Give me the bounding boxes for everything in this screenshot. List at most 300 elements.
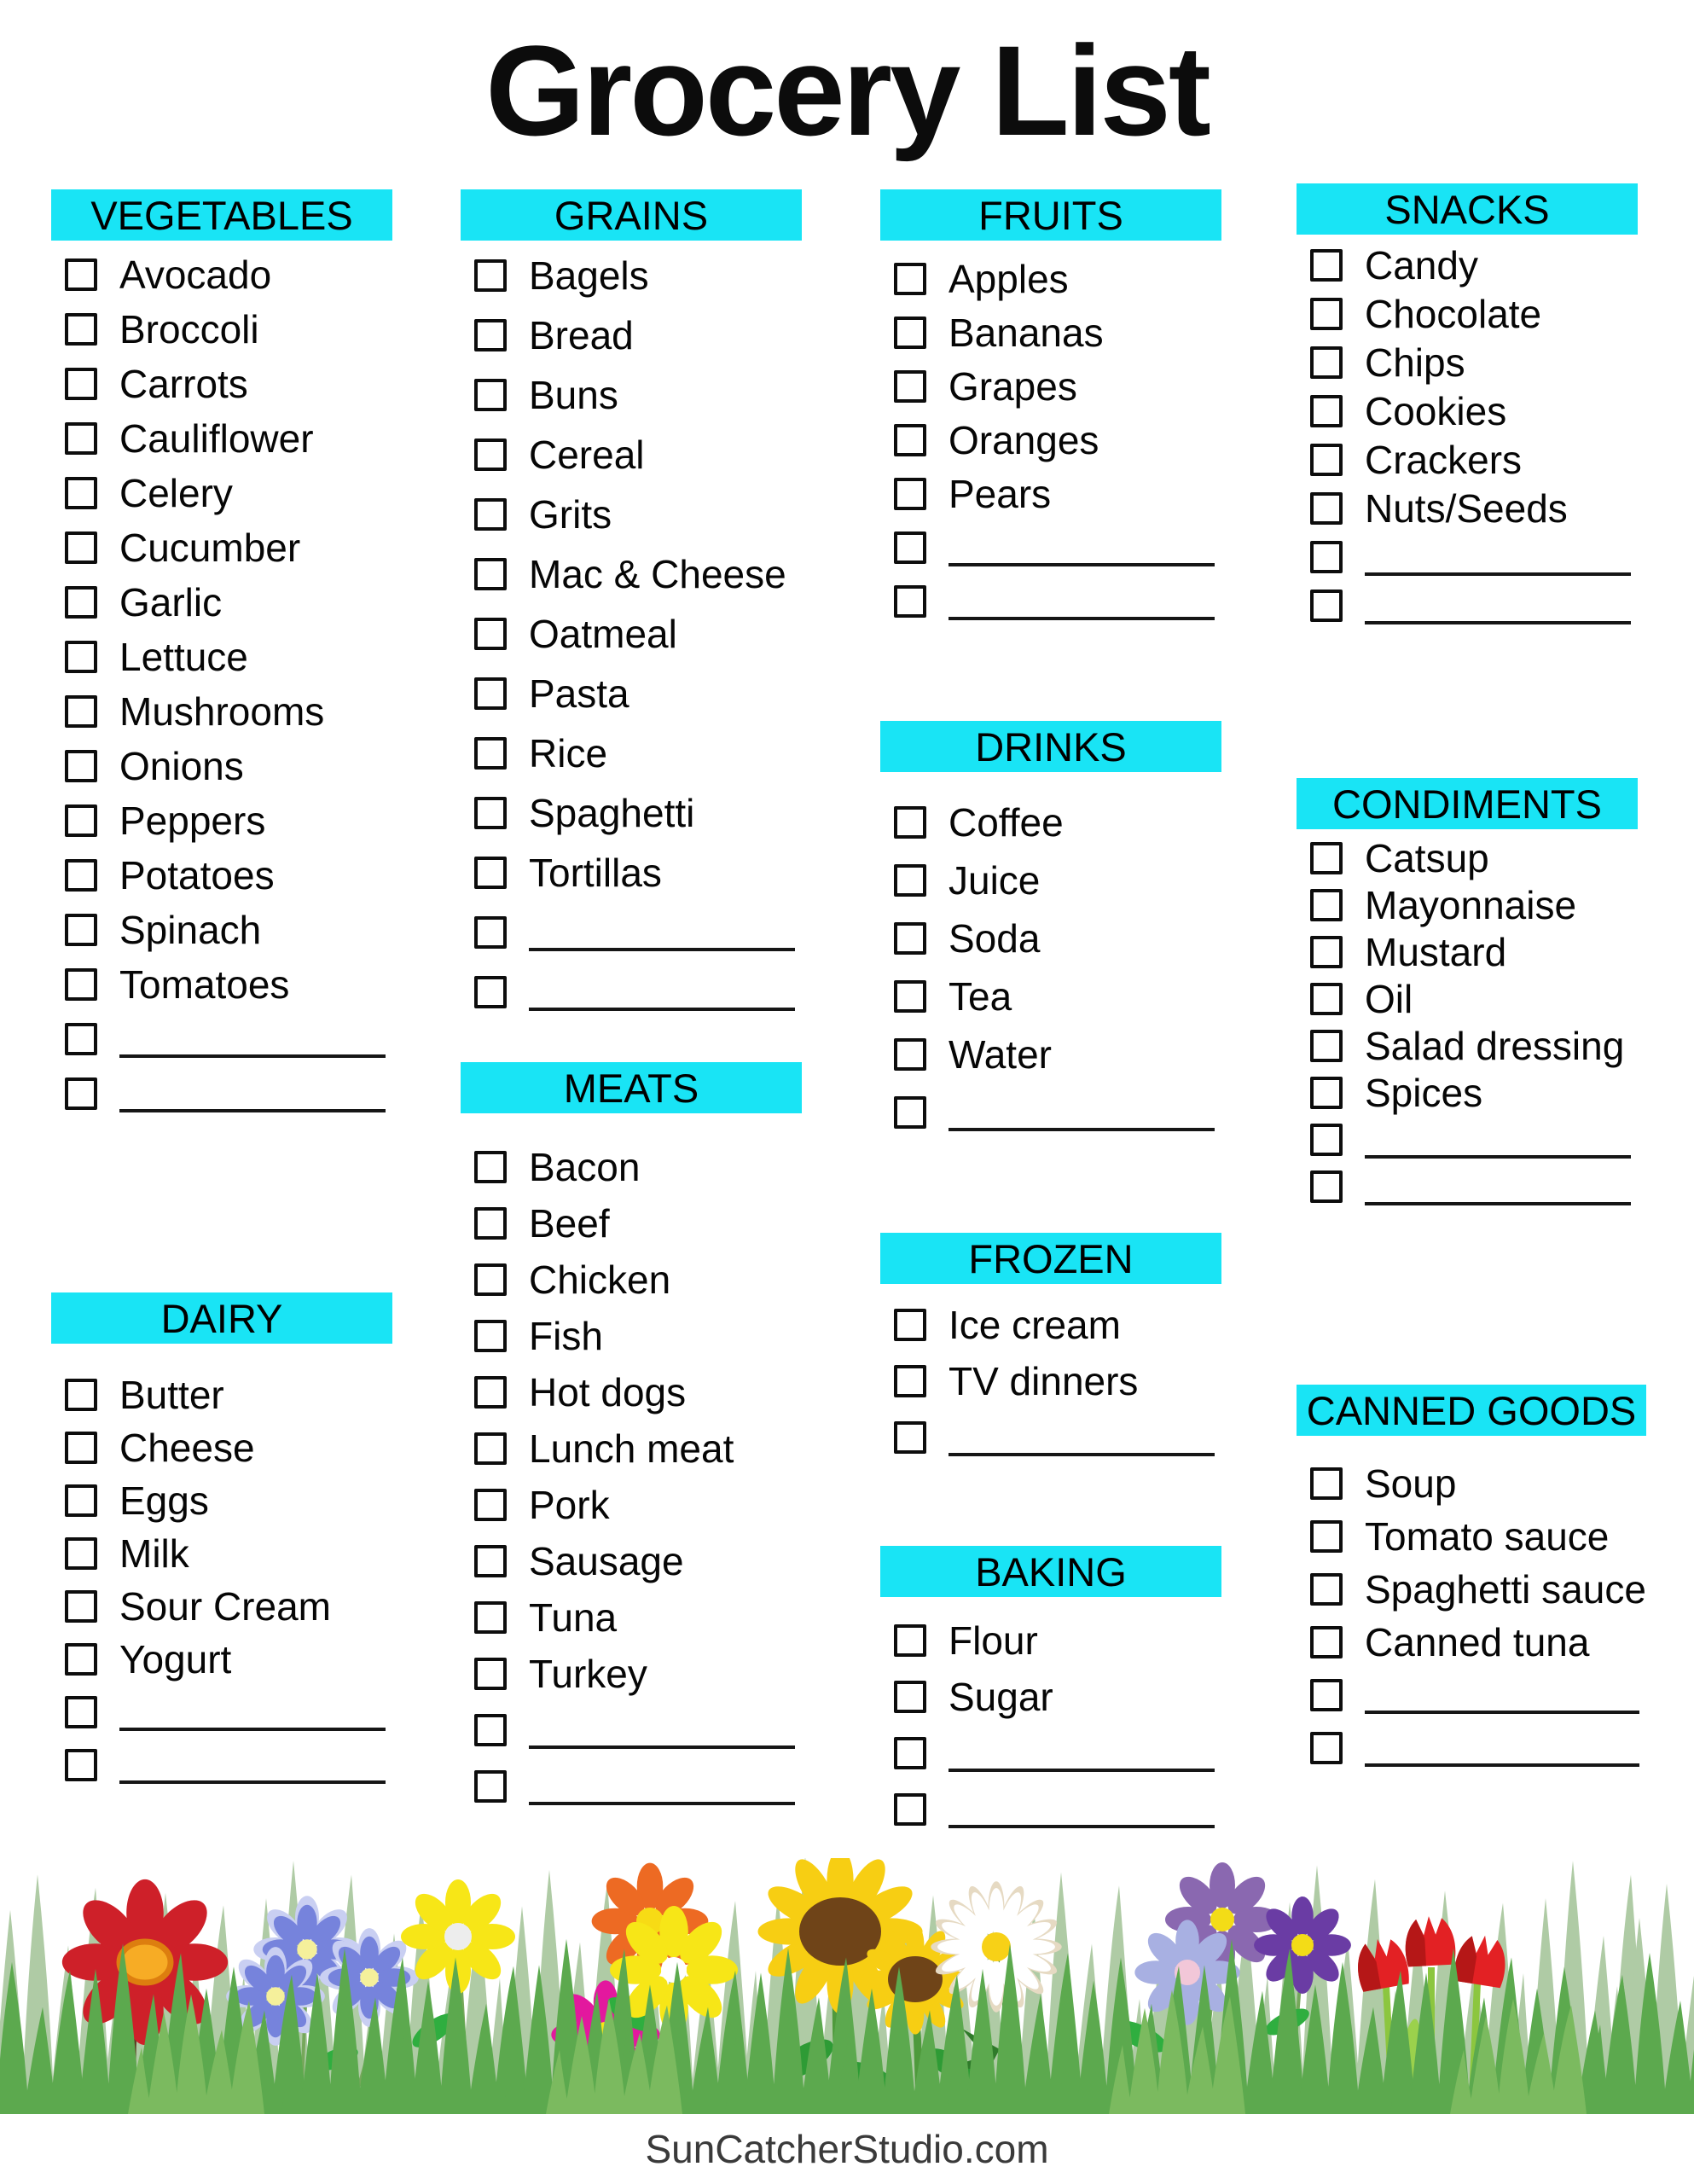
- item-checkbox[interactable]: [65, 1696, 97, 1728]
- blank-write-line[interactable]: [949, 1128, 1215, 1131]
- item-label: Rice: [529, 731, 608, 775]
- item-label: Eggs: [119, 1478, 209, 1523]
- item-checkbox[interactable]: [894, 585, 926, 618]
- item-label: Ice cream: [949, 1303, 1121, 1347]
- list-item-row: [51, 1368, 392, 1421]
- item-checkbox[interactable]: [65, 804, 97, 837]
- section-items: [880, 252, 1221, 628]
- blank-write-line[interactable]: [949, 1453, 1215, 1456]
- list-item-row: [461, 1477, 802, 1533]
- item-checkbox[interactable]: [894, 531, 926, 564]
- list-item-row: [1297, 1022, 1638, 1069]
- blank-write-line[interactable]: [949, 617, 1215, 620]
- item-checkbox[interactable]: [474, 319, 507, 351]
- grass-flowers-decoration: [0, 1858, 1694, 2114]
- list-item-row: [51, 739, 392, 793]
- section-items: [880, 793, 1221, 1141]
- item-label: Bagels: [529, 253, 649, 298]
- list-item-row: [1297, 1616, 1646, 1669]
- list-item-row: [51, 903, 392, 957]
- item-label: Coffee: [949, 800, 1064, 845]
- item-checkbox[interactable]: [1310, 983, 1343, 1015]
- item-label: Tomatoes: [119, 962, 290, 1007]
- item-checkbox[interactable]: [65, 695, 97, 728]
- item-label: Cookies: [1365, 388, 1507, 433]
- item-checkbox[interactable]: [65, 1023, 97, 1055]
- blank-item-row: [461, 903, 802, 962]
- section-items: [1297, 834, 1638, 1210]
- list-item-row: [51, 302, 392, 357]
- item-label: Carrots: [119, 362, 248, 406]
- list-item-row: [461, 246, 802, 305]
- item-checkbox[interactable]: [894, 263, 926, 295]
- item-checkbox[interactable]: [894, 1365, 926, 1397]
- item-checkbox[interactable]: [1310, 936, 1343, 968]
- section-items: [461, 1139, 802, 1815]
- list-item-row: [51, 1474, 392, 1527]
- list-item-row: [461, 843, 802, 903]
- list-item-row: [880, 967, 1221, 1025]
- item-checkbox[interactable]: [65, 1537, 97, 1570]
- list-item-row: [461, 1195, 802, 1252]
- item-checkbox[interactable]: [474, 618, 507, 650]
- section-items: [1297, 241, 1638, 630]
- blank-write-line[interactable]: [1365, 1202, 1631, 1205]
- blank-item-row: [1297, 1163, 1638, 1210]
- item-label: Onions: [119, 744, 244, 788]
- item-label: Nuts/Seeds: [1365, 485, 1568, 531]
- item-checkbox[interactable]: [1310, 1732, 1343, 1764]
- blank-item-row: [51, 1739, 392, 1792]
- list-item-row: [880, 1353, 1221, 1409]
- list-item-row: [51, 247, 392, 302]
- item-label: Mac & Cheese: [529, 552, 786, 596]
- list-item-row: [461, 1420, 802, 1477]
- item-label: Sausage: [529, 1539, 684, 1583]
- section-meats: [461, 1062, 802, 1815]
- list-item-row: [880, 1297, 1221, 1353]
- item-checkbox[interactable]: [65, 586, 97, 619]
- item-checkbox[interactable]: [65, 422, 97, 455]
- blank-item-row: [880, 520, 1221, 574]
- item-checkbox[interactable]: [474, 1658, 507, 1690]
- item-checkbox[interactable]: [474, 1263, 507, 1296]
- list-item-row: [51, 630, 392, 684]
- list-item-row: [461, 365, 802, 425]
- section-header-fruits: FRUITS: [880, 189, 1221, 241]
- item-checkbox[interactable]: [1310, 346, 1343, 379]
- list-item-row: [51, 1580, 392, 1633]
- item-checkbox[interactable]: [474, 1207, 507, 1240]
- item-label: Catsup: [1365, 835, 1489, 880]
- blank-write-line[interactable]: [1365, 1155, 1631, 1159]
- item-checkbox[interactable]: [474, 439, 507, 471]
- item-label: Celery: [119, 471, 233, 515]
- blank-item-row: [880, 1409, 1221, 1466]
- item-checkbox[interactable]: [474, 737, 507, 770]
- blank-write-line[interactable]: [529, 1745, 795, 1749]
- item-label: Potatoes: [119, 853, 275, 897]
- blank-item-row: [880, 1083, 1221, 1141]
- item-checkbox[interactable]: [474, 1489, 507, 1521]
- blank-item-row: [1297, 581, 1638, 630]
- section-header-dairy: DAIRY: [51, 1292, 392, 1344]
- item-label: Cheese: [119, 1426, 255, 1470]
- section-fruits: [880, 189, 1221, 628]
- blank-item-row: [51, 1012, 392, 1066]
- list-item-row: [1297, 386, 1638, 435]
- item-checkbox[interactable]: [65, 368, 97, 400]
- item-checkbox[interactable]: [1310, 492, 1343, 525]
- item-label: Milk: [119, 1531, 189, 1576]
- item-label: Mushrooms: [119, 689, 325, 734]
- item-label: Juice: [949, 858, 1041, 903]
- item-label: Pears: [949, 471, 1052, 516]
- item-label: Pork: [529, 1483, 610, 1527]
- item-checkbox[interactable]: [1310, 1679, 1343, 1711]
- section-items: [880, 1297, 1221, 1466]
- item-label: Broccoli: [119, 307, 259, 351]
- item-label: Chicken: [529, 1258, 671, 1302]
- list-item-row: [1297, 435, 1638, 484]
- item-checkbox[interactable]: [1310, 1467, 1343, 1500]
- blank-write-line[interactable]: [1365, 1763, 1639, 1767]
- section-header-drinks: DRINKS: [880, 721, 1221, 772]
- list-item-row: [1297, 834, 1638, 881]
- blank-write-line[interactable]: [529, 1008, 795, 1011]
- section-items: [461, 246, 802, 1022]
- item-label: Spaghetti: [529, 791, 695, 835]
- blank-write-line[interactable]: [1365, 621, 1631, 624]
- blank-item-row: [51, 1066, 392, 1121]
- item-label: Oranges: [949, 417, 1099, 462]
- item-label: Tuna: [529, 1595, 618, 1640]
- item-label: Tortillas: [529, 851, 662, 895]
- item-checkbox[interactable]: [894, 980, 926, 1013]
- item-label: Lunch meat: [529, 1426, 734, 1471]
- item-label: Bacon: [529, 1145, 641, 1189]
- item-label: Candy: [1365, 242, 1478, 288]
- blank-write-line[interactable]: [529, 948, 795, 951]
- item-checkbox[interactable]: [1310, 541, 1343, 573]
- section-items: [51, 247, 392, 1121]
- item-checkbox[interactable]: [474, 1320, 507, 1352]
- item-checkbox[interactable]: [474, 1770, 507, 1803]
- blank-item-row: [461, 1758, 802, 1815]
- list-item-row: [51, 411, 392, 466]
- list-item-row: [461, 723, 802, 783]
- section-items: [51, 1368, 392, 1792]
- list-item-row: [1297, 484, 1638, 532]
- blank-write-line[interactable]: [529, 1802, 795, 1805]
- list-item-row: [461, 664, 802, 723]
- list-item-row: [880, 252, 1221, 305]
- list-item-row: [1297, 1069, 1638, 1116]
- list-item-row: [1297, 289, 1638, 338]
- blank-item-row: [880, 1781, 1221, 1838]
- list-item-row: [880, 1612, 1221, 1669]
- section-snacks: [1297, 183, 1638, 630]
- blank-item-row: [1297, 1116, 1638, 1163]
- item-checkbox[interactable]: [1310, 298, 1343, 330]
- item-label: Sugar: [949, 1675, 1053, 1719]
- list-item-row: [1297, 928, 1638, 975]
- item-checkbox[interactable]: [894, 1096, 926, 1129]
- item-checkbox[interactable]: [65, 914, 97, 946]
- item-label: Avocado: [119, 253, 272, 297]
- item-checkbox[interactable]: [894, 1421, 926, 1454]
- section-header-canned_goods: CANNED GOODS: [1297, 1385, 1646, 1436]
- item-checkbox[interactable]: [65, 313, 97, 346]
- section-vegetables: [51, 189, 392, 1121]
- item-label: Cauliflower: [119, 416, 314, 461]
- item-checkbox[interactable]: [1310, 1077, 1343, 1109]
- blank-item-row: [1297, 1722, 1646, 1774]
- list-item-row: [880, 305, 1221, 359]
- blank-item-row: [461, 962, 802, 1022]
- blank-item-row: [880, 574, 1221, 628]
- item-label: Soup: [1365, 1461, 1457, 1506]
- list-item-row: [51, 357, 392, 411]
- item-label: Soda: [949, 916, 1041, 961]
- item-label: Grits: [529, 492, 612, 537]
- blank-write-line[interactable]: [119, 1109, 386, 1112]
- blank-write-line[interactable]: [949, 563, 1215, 566]
- list-item-row: [1297, 1457, 1646, 1510]
- item-checkbox[interactable]: [474, 1601, 507, 1634]
- list-item-row: [51, 1633, 392, 1686]
- blank-item-row: [461, 1702, 802, 1758]
- item-checkbox[interactable]: [894, 1737, 926, 1769]
- item-label: Pasta: [529, 671, 629, 716]
- item-checkbox[interactable]: [894, 424, 926, 456]
- list-item-row: [461, 783, 802, 843]
- blank-item-row: [880, 1725, 1221, 1781]
- list-item-row: [1297, 1510, 1646, 1563]
- item-checkbox[interactable]: [474, 1376, 507, 1409]
- item-checkbox[interactable]: [65, 1590, 97, 1623]
- section-dairy: [51, 1292, 392, 1792]
- item-checkbox[interactable]: [474, 498, 507, 531]
- item-label: Oil: [1365, 976, 1413, 1021]
- blank-item-row: [51, 1686, 392, 1739]
- item-checkbox[interactable]: [474, 558, 507, 590]
- item-checkbox[interactable]: [65, 750, 97, 782]
- item-checkbox[interactable]: [1310, 395, 1343, 427]
- section-header-grains: GRAINS: [461, 189, 802, 241]
- list-item-row: [880, 1669, 1221, 1725]
- section-items: [880, 1612, 1221, 1838]
- item-checkbox[interactable]: [894, 806, 926, 839]
- list-item-row: [461, 305, 802, 365]
- item-checkbox[interactable]: [474, 1714, 507, 1746]
- item-checkbox[interactable]: [894, 864, 926, 897]
- item-label: Grapes: [949, 363, 1077, 409]
- item-label: Tomato sauce: [1365, 1514, 1610, 1559]
- section-grains: [461, 189, 802, 1022]
- item-label: Butter: [119, 1373, 224, 1417]
- item-checkbox[interactable]: [894, 478, 926, 510]
- item-label: Bananas: [949, 310, 1104, 355]
- blank-write-line[interactable]: [1365, 1711, 1639, 1714]
- item-checkbox[interactable]: [1310, 444, 1343, 476]
- item-checkbox[interactable]: [894, 1681, 926, 1713]
- list-item-row: [880, 1025, 1221, 1083]
- item-checkbox[interactable]: [65, 1077, 97, 1110]
- section-drinks: [880, 721, 1221, 1141]
- item-checkbox[interactable]: [474, 677, 507, 710]
- item-label: Cereal: [529, 433, 645, 477]
- list-item-row: [461, 1646, 802, 1702]
- item-checkbox[interactable]: [474, 857, 507, 889]
- item-checkbox[interactable]: [474, 1151, 507, 1183]
- item-checkbox[interactable]: [894, 317, 926, 349]
- section-header-condiments: CONDIMENTS: [1297, 778, 1638, 829]
- list-item-row: [51, 520, 392, 575]
- item-checkbox[interactable]: [1310, 249, 1343, 282]
- item-label: Canned tuna: [1365, 1620, 1590, 1664]
- section-baking: [880, 1546, 1221, 1838]
- item-checkbox[interactable]: [65, 531, 97, 564]
- item-label: Apples: [949, 256, 1069, 301]
- item-label: Cucumber: [119, 526, 301, 570]
- item-checkbox[interactable]: [1310, 1626, 1343, 1658]
- item-checkbox[interactable]: [1310, 889, 1343, 921]
- item-label: Crackers: [1365, 437, 1523, 482]
- list-item-row: [880, 359, 1221, 413]
- list-item-row: [880, 851, 1221, 909]
- blank-write-line[interactable]: [949, 1825, 1215, 1828]
- item-checkbox[interactable]: [1310, 1170, 1343, 1203]
- list-item-row: [1297, 975, 1638, 1022]
- item-label: Lettuce: [119, 635, 248, 679]
- item-checkbox[interactable]: [65, 1379, 97, 1411]
- list-item-row: [51, 957, 392, 1012]
- list-item-row: [880, 793, 1221, 851]
- blank-item-row: [1297, 532, 1638, 581]
- item-checkbox[interactable]: [65, 1643, 97, 1676]
- item-checkbox[interactable]: [65, 641, 97, 673]
- list-item-row: [1297, 338, 1638, 386]
- section-header-meats: MEATS: [461, 1062, 802, 1113]
- blank-write-line[interactable]: [1365, 572, 1631, 576]
- item-checkbox[interactable]: [894, 922, 926, 955]
- item-label: Oatmeal: [529, 612, 677, 656]
- item-label: Sour Cream: [119, 1584, 331, 1629]
- item-checkbox[interactable]: [1310, 1030, 1343, 1062]
- list-item-row: [461, 425, 802, 485]
- section-header-snacks: SNACKS: [1297, 183, 1638, 235]
- item-label: Chips: [1365, 340, 1465, 385]
- item-label: Garlic: [119, 580, 223, 624]
- list-item-row: [1297, 241, 1638, 289]
- list-item-row: [51, 684, 392, 739]
- section-header-vegetables: VEGETABLES: [51, 189, 392, 241]
- item-checkbox[interactable]: [65, 1484, 97, 1517]
- section-header-baking: BAKING: [880, 1546, 1221, 1597]
- item-checkbox[interactable]: [474, 379, 507, 411]
- item-checkbox[interactable]: [65, 1432, 97, 1464]
- list-item-row: [461, 1139, 802, 1195]
- item-checkbox[interactable]: [1310, 1573, 1343, 1606]
- item-label: Tea: [949, 974, 1012, 1019]
- list-item-row: [461, 1364, 802, 1420]
- item-checkbox[interactable]: [65, 968, 97, 1001]
- list-item-row: [880, 467, 1221, 520]
- item-label: Salad dressing: [1365, 1023, 1625, 1068]
- item-checkbox[interactable]: [1310, 1124, 1343, 1156]
- item-label: Buns: [529, 373, 618, 417]
- blank-write-line[interactable]: [119, 1054, 386, 1058]
- list-item-row: [461, 1252, 802, 1308]
- item-label: Chocolate: [1365, 291, 1542, 336]
- item-checkbox[interactable]: [474, 976, 507, 1008]
- item-checkbox[interactable]: [474, 797, 507, 829]
- list-item-row: [461, 1308, 802, 1364]
- item-checkbox[interactable]: [1310, 1520, 1343, 1553]
- blank-write-line[interactable]: [119, 1728, 386, 1731]
- item-label: Fish: [529, 1314, 603, 1358]
- item-label: Water: [949, 1032, 1052, 1077]
- item-checkbox[interactable]: [474, 259, 507, 292]
- list-item-row: [461, 1533, 802, 1589]
- list-item-row: [1297, 881, 1638, 928]
- item-label: Bread: [529, 313, 634, 357]
- item-checkbox[interactable]: [474, 916, 507, 949]
- list-item-row: [1297, 1563, 1646, 1616]
- list-item-row: [880, 909, 1221, 967]
- item-label: Mustard: [1365, 929, 1507, 974]
- section-frozen: [880, 1233, 1221, 1466]
- page-title: Grocery List: [485, 19, 1209, 162]
- item-checkbox[interactable]: [1310, 842, 1343, 874]
- item-label: Hot dogs: [529, 1370, 687, 1414]
- list-item-row: [461, 544, 802, 604]
- item-label: Yogurt: [119, 1637, 232, 1682]
- item-checkbox[interactable]: [65, 258, 97, 291]
- item-label: TV dinners: [949, 1359, 1139, 1403]
- item-label: Mayonnaise: [1365, 882, 1577, 927]
- item-checkbox[interactable]: [894, 1624, 926, 1657]
- item-checkbox[interactable]: [894, 370, 926, 403]
- item-label: Spinach: [119, 908, 262, 952]
- list-item-row: [461, 1589, 802, 1646]
- item-label: Peppers: [119, 799, 266, 843]
- list-item-row: [51, 1421, 392, 1474]
- item-checkbox[interactable]: [65, 859, 97, 892]
- blank-write-line[interactable]: [119, 1780, 386, 1784]
- item-checkbox[interactable]: [894, 1793, 926, 1826]
- blank-item-row: [1297, 1669, 1646, 1722]
- list-item-row: [51, 575, 392, 630]
- list-item-row: [51, 466, 392, 520]
- item-checkbox[interactable]: [894, 1038, 926, 1071]
- section-condiments: [1297, 778, 1638, 1210]
- item-checkbox[interactable]: [474, 1545, 507, 1577]
- item-checkbox[interactable]: [894, 1309, 926, 1341]
- item-checkbox[interactable]: [65, 1749, 97, 1781]
- item-label: Flour: [949, 1618, 1038, 1663]
- list-item-row: [880, 413, 1221, 467]
- section-items: [1297, 1457, 1646, 1774]
- blank-write-line[interactable]: [949, 1769, 1215, 1772]
- item-label: Beef: [529, 1201, 610, 1246]
- item-checkbox[interactable]: [65, 477, 97, 509]
- item-label: Spaghetti sauce: [1365, 1567, 1646, 1612]
- item-checkbox[interactable]: [474, 1432, 507, 1465]
- item-checkbox[interactable]: [1310, 590, 1343, 622]
- section-header-frozen: FROZEN: [880, 1233, 1221, 1284]
